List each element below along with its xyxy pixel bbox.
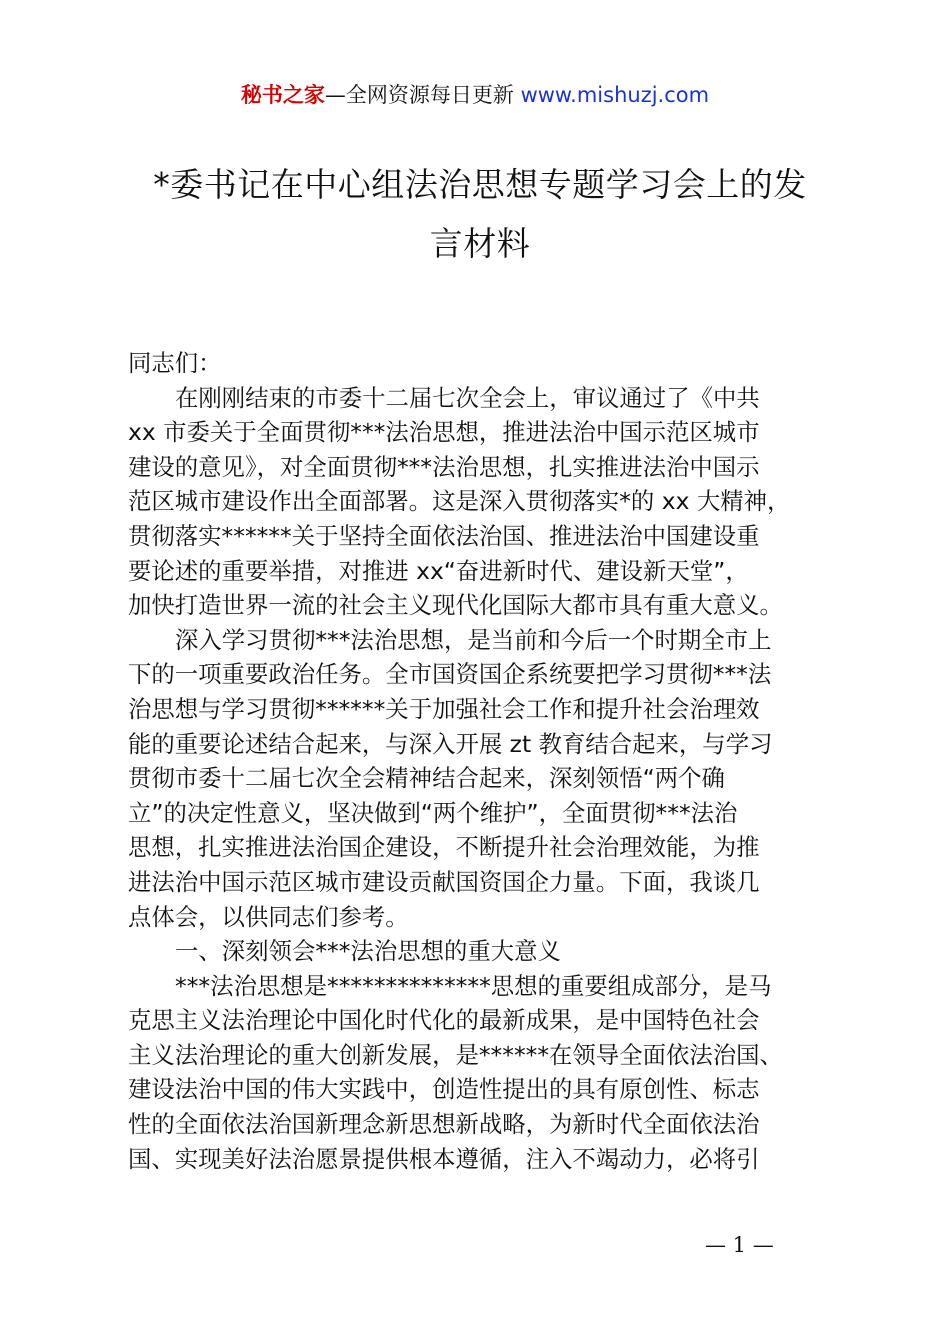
paragraph-line: 范区城市建设作出全面部署。这是深入贯彻落实*的 xx 大精神，: [128, 487, 791, 516]
site-banner: [0, 80, 950, 110]
paragraph-line: 思想，扎实推进法治国企建设，不断提升社会治理效能，为推: [128, 833, 760, 862]
title-line-2: 言材料: [429, 224, 531, 263]
paragraph-line: 立”的决定性意义，坚决做到“两个维护”，全面贯彻***法治: [128, 798, 738, 827]
section-heading: 一、深刻领会***法治思想的重大意义: [175, 937, 561, 966]
paragraph-line: 贯彻市委十二届七次全会精神结合起来，深刻领悟“两个确: [128, 764, 725, 793]
paragraph-line: 建设法治中国的伟大实践中，创造性提出的具有原创性、标志: [128, 1075, 760, 1104]
document-title: [120, 160, 840, 268]
paragraph-line: 下的一项重要政治任务。全市国资国企系统要把学习贯彻***法: [128, 660, 772, 689]
paragraph-line: xx 市委关于全面贯彻***法治思想，推进法治中国示范区城市: [128, 418, 760, 447]
paragraph-line: ***法治思想是**************思想的重要组成部分，是马: [175, 971, 772, 1000]
paragraph-line: 深入学习贯彻***法治思想，是当前和今后一个时期全市上: [175, 625, 772, 654]
document-body: [128, 346, 828, 1176]
paragraph-line: 克思主义法治理论中国化时代化的最新成果，是中国特色社会: [128, 1006, 760, 1035]
paragraph-line: 进法治中国示范区城市建设贡献国资国企力量。下面，我谈几: [128, 867, 760, 896]
paragraph-line: 在刚刚结束的市委十二届七次全会上，审议通过了《中共: [175, 383, 760, 412]
paragraph-line: 建设的意见》，对全面贯彻***法治思想，扎实推进法治中国示: [128, 452, 760, 481]
banner-slogan: —全网资源每日更新: [324, 83, 521, 107]
paragraph-line: 要论述的重要举措，对推进 xx“奋进新时代、建设新天堂”，: [128, 556, 749, 585]
paragraph-line: 能的重要论述结合起来，与深入开展 zt 教育结合起来，与学习: [128, 729, 773, 758]
paragraph-line: 加快打造世界一流的社会主义现代化国际大都市具有重大意义。: [128, 591, 783, 620]
brand-name: 秘书之家: [240, 83, 325, 107]
paragraph-line: 点体会，以供同志们参考。: [128, 902, 409, 931]
title-line-1: *委书记在中心组法治思想专题学习会上的发: [153, 165, 807, 204]
paragraph-line: 性的全面依法治国新理念新思想新战略，为新时代全面依法治: [128, 1110, 760, 1139]
paragraph-line: 国、实现美好法治愿景提供根本遵循，注入不竭动力，必将引: [128, 1144, 760, 1173]
paragraph-line: 主义法治理论的重大创新发展，是******在领导全面依法治国、: [128, 1040, 783, 1069]
page-number: — 1 —: [705, 1233, 774, 1257]
paragraph-line: 贯彻落实******关于坚持全面依法治国、推进法治中国建设重: [128, 521, 760, 550]
site-url-link[interactable]: www.mishuzj.com: [520, 83, 710, 107]
paragraph-line: 治思想与学习贯彻******关于加强社会工作和提升社会治理效: [128, 694, 760, 723]
salutation: 同志们：: [128, 349, 222, 377]
